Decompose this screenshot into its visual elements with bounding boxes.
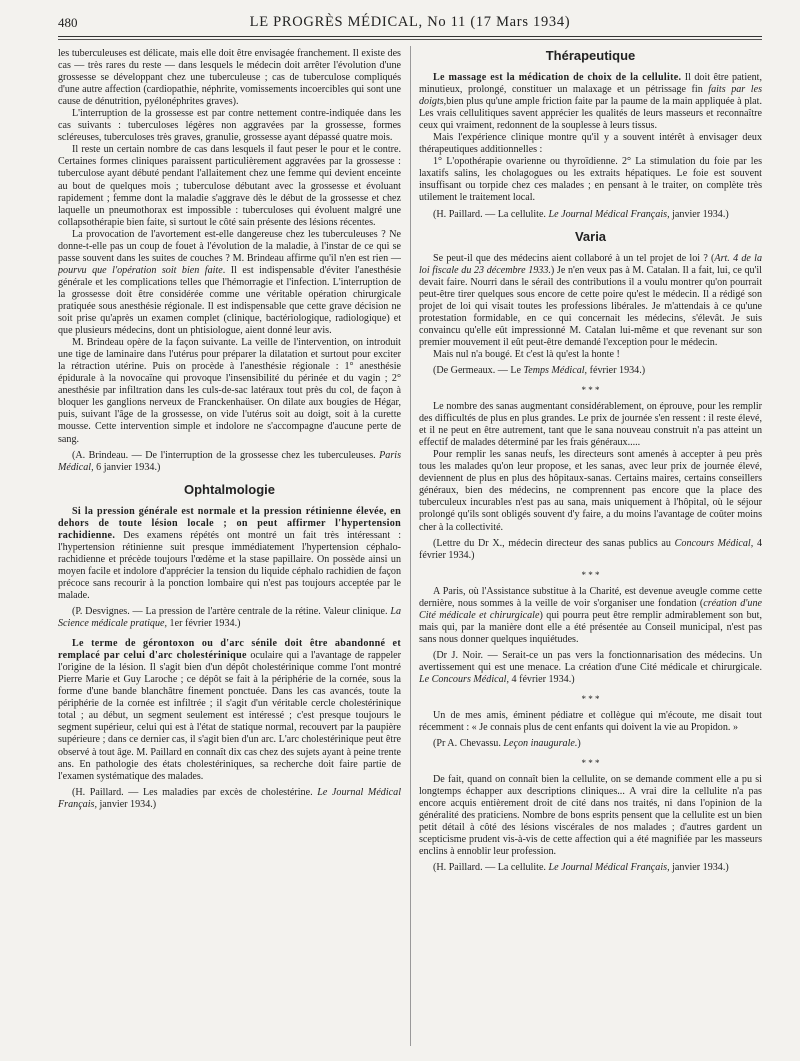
paragraph: Le terme de gérontoxon ou d'arc sénile doit être abandonné et remplacé par celui d'arc cholestérinique oculaire qui a l'avantage de rappeler l'origine de la lésion. Il s'agit bien d'un dépôt cholestérinique comme l'ont montré Pierre Marie et Guy Laroche ; ce dépôt se fait à la périphérie de la cornée, sous la forme d'une bande blanchâtre finement ponctuée. Dans les cas avancés, toute la périphérie de la cornée est infiltrée ; il s'agit d'un véritable cercle cholestérinique total ; au début, un segment seulement est intéressé ; c'est presque toujours le segment supérieur, celui qui est à l'état de statique normal, recouvert par la paupière supérieure ; dans ce dernier cas, il s'agit bien d'un arc. L'arc cholestérinique peut être observé à tout âge. M. Paillard en connaît dix cas chez des sujets ayant à peine trente ans. En pathologie des états cholestériniques, sa recherche doit faire partie de l'examen systématique des malades. [58, 638, 401, 782]
citation: (H. Paillard. — La cellulite. Le Journal Médical Français, janvier 1934.) [433, 208, 729, 220]
paragraph: Se peut-il que des médecins aient collaboré à un tel projet de loi ? (Art. 4 de la loi fiscale du 23 décembre 1933.) Je n'en veux pas à M. Catalan. Il a fait, lui, ce qu'il devait faire. Nourri dans le sérail des contributions il a voulu montrer qu'on pourrait peut-être tirer quelques sous encore de cette poire qu'est le médecin. Il a rédigé son projet de loi qui visait toutes les professions libérales. Je m'attendais à ce qu'une protestation formidable, en ce qui concernait les médecins, s'élevât. Je suis convaincu qu'elle eût impressionné M. Catalan lui-même et que revenant sur son premier mouvement il eût peut-être demandé l'exception pour le médecin. [419, 252, 762, 348]
paragraph: Si la pression générale est normale et la pression rétinienne élevée, en dehors de toute lésion locale ; on peut affirmer l'hypertension rachidienne. Des examens répétés ont montré un fait très intéressant : l'hypertension rétinienne suit presque immédiatement l'hypertension céphalo-rachidienne et précède toujours l'œdème et la stase papillaire. On possède ainsi un moyen facile et indolore d'apprécier la tension du liquide céphalo rachidien de façon précoce sans recourir à la ponction lombaire qui n'est pas toujours acceptée par le malade. [58, 505, 401, 601]
paragraph: L'interruption de la grossesse est par contre nettement contre-indiquée dans les cas suivants : tuberculoses légères non aggravées par la grossesse, formes scléreuses, tuberculoses très graves, granulie, grossesse ayant dépassé quatre mois. [58, 108, 401, 144]
citation: (H. Paillard. — La cellulite. Le Journal Médical Français, janvier 1934.) [433, 862, 729, 874]
paragraph: Mais nul n'a bougé. Et c'est là qu'est la honte ! [433, 348, 620, 360]
paragraph: A Paris, où l'Assistance substitue à la Charité, est devenue aveugle comme cette dernière, nous sommes à la veille de voir s'organiser une fondation (création d'une Cité médicale et chirurgicale) qui pourra peut être remplir admirablement son but, mais qui, par la manière dont elle a été présentée au Conseil municipal, n'est pas sans nous donner quelques inquiétudes. [419, 585, 762, 645]
header-rule-thin [58, 39, 762, 40]
left-column [58, 48, 401, 1048]
section-heading-ophtalmologie: Ophtalmologie [184, 481, 275, 497]
section-separator: * * * [581, 694, 600, 705]
running-header [58, 14, 762, 38]
paragraph: 1° L'opothérapie ovarienne ou thyroïdienne. 2° La stimulation du foie par les laxatifs salins, les cholagogues ou les extraits hépatiques. Le foie est souvent insuffisant ou torpide chez ces malades ; en pensant à le traiter, on complète très utilement le traitement local. [419, 156, 762, 204]
journal-title: LE PROGRÈS MÉDICAL, No 11 (17 Mars 1934) [249, 14, 571, 30]
paragraph: Pour remplir les sanas neufs, les directeurs sont amenés à accepter à peu près tous les malades qu'on leur propose, et les sanas, avec leur prix de journée élevé, deviennent de plus en plus des hôpitaux-sanas. Certains maires, certains conseillers généraux, bien des médecins, ne comprennent pas encore que la place des tuberculeux incurables n'est pas au sana, mais uniquement à l'hôpital, où le séjour prolongé qu'ils sont obligés souvent d'y faire, a du moins l'avantage de coûter moins cher à la collectivité. [419, 449, 762, 533]
citation: (De Germeaux. — Le Temps Médical, février 1934.) [433, 364, 646, 376]
paragraph: Un de mes amis, éminent pédiatre et collègue qui m'écoute, me disait tout récemment : « Je connais plus de cent enfants qui doivent la vie au Propidon. » [419, 710, 762, 734]
paragraph: Le massage est la médication de choix de la cellulite. Il doit être patient, minutieux, prolongé, constituer un malaxage et un pétrissage fin faits par les doigts,bien plus qu'une ample friction faite par la paume de la main appliquée à plat. Les vrais cellulitiques savent apprécier les qualités de leurs masseurs et reconnaître ceux qui vraiment, redonnent de la souplesse à leurs tissus. [419, 72, 762, 132]
header-rule [58, 36, 762, 37]
section-separator: * * * [581, 385, 600, 396]
paragraph: les tuberculeuses est délicate, mais elle doit être envisagée franchement. Il existe des cas — très rares du reste — dans lesquels le médecin doit arrêter l'évolution d'une grossesse se développant chez une tuberculeuse ; cas de tuberculose compliqués d'une autre affection (cardiopathie, néphrite, vomissements incoercibles qui sont une cause de dénutrition, pyélonéphrites graves). [58, 48, 401, 108]
section-separator: * * * [581, 758, 600, 769]
paragraph: Il reste un certain nombre de cas dans lesquels il faut peser le pour et le contre. Certaines formes cliniques paraissent particulièrement aggravées par la grossesse : tuberculose ayant débuté pendant l'allaitement chez une femme qui devient enceinte au bout de quelques mois ; tuberculose débutant avec la grossesse et évoluant rapidement ; femme dont la maladie s'aggrave dès le début de la grossesse et chez laquelle un pneumothorax est impossible : tuberculoses qui évoluent malgré une collapsothérapie bien faite, si surtout le côté sain présente des lésions récentes. [58, 144, 401, 228]
paragraph: M. Brindeau opère de la façon suivante. La veille de l'intervention, on introduit une tige de laminaire dans l'utérus pour préparer la dilatation et surtout pour exciter la rétraction utérine. Puis on procède à l'anesthésie régionale : 1° anesthésie épidurale à la novocaïne qui provoque l'insensibilité du périnée et du vagin ; 2° anesthésie par infiltration dans les culs-de-sac latéraux tout près du col, de façon à bloquer les ganglions nerveux de Franckenhaüser. On dilate aux bougies de Hégar, puis, suivant l'âge de la grossesse, on vide l'utérus soit au doigt, soit à la curette mousse. Cette intervention simple et indolore ne s'accompagne d'aucune perte de sang. [58, 337, 401, 445]
citation: (Pr A. Chevassu. Leçon inaugurale.) [433, 738, 581, 750]
paragraph: De fait, quand on connaît bien la cellulite, on se demande comment elle a pu si longtemps échapper aux descriptions cliniques... A vrai dire la cellulite n'a pas encore acquis entièrement droit de cité dans nos traités, ni dans l'opinion de la généralité des praticiens. Nombre de bons esprits pensent que la cellulite est un bien petit détail à côté des lésions viscérales de nos malades ; d'autres gardent un scepticisme prudent vis-à-vis de cette affection qui a été magnifiée par les masseurs enclins à ennoblir leur profession. [419, 774, 762, 858]
section-heading-therapeutique: Thérapeutique [545, 48, 636, 63]
column-divider [410, 46, 411, 1046]
page-number: 480 [58, 15, 78, 30]
citation: (H. Paillard. — Les maladies par excès de cholestérine. Le Journal Médical Français, janvier 1934.) [58, 786, 401, 810]
section-heading-varia: Varia [574, 228, 607, 244]
paragraph: Le nombre des sanas augmentant considérablement, on éprouve, pour les remplir des difficultés de plus en plus grandes. Le prix de journée s'en ressent : il reste élevé, et il ne peut en être autrement, tant que le sana nouveau construit n'a pas atteint un effectif de malades déterminé par les frais généraux..... [419, 401, 762, 449]
paragraph: La provocation de l'avortement est-elle dangereuse chez les tuberculeuses ? Ne donne-t-elle pas un coup de fouet à l'évolution de la maladie, à l'instar de ce qui se passe souvent dans les suites de couches ? M. Brindeau affirme qu'il n'en est rien — pourvu que l'opération soit bien faite. Il est indispensable d'éviter l'anesthésie générale et les complications telles que l'hémorragie et l'infection. L'interruption de la grossesse doit être considérée comme une véritable opération chirurgicale pratiquée sous anesthésie régionale. Il est indispensable que cette grave décision ne soit prise qu'après un examen complet (clinique, bactériologique, radiologique) et que plusieurs médecins, dont un phtisiologue, aient donné leur avis. [58, 228, 401, 337]
right-column [419, 48, 762, 1048]
citation: (A. Brindeau. — De l'interruption de la grossesse chez les tuberculeuses. Paris Médical, 6 janvier 1934.) [58, 449, 401, 473]
citation: (P. Desvignes. — La pression de l'artère centrale de la rétine. Valeur clinique. La Science médicale pratique, 1er février 1934.) [58, 606, 401, 630]
citation: (Lettre du Dr X., médecin directeur des sanas publics au Concours Médical, 4 février 1934.) [419, 537, 762, 561]
section-separator: * * * [581, 569, 600, 580]
citation: (Dr J. Noir. — Serait-ce un pas vers la fonctionnarisation des médecins. Un avertissement qui est une menace. La création d'une Cité médicale et chirurgicale. Le Concours Médical, 4 février 1934.) [419, 649, 762, 685]
paragraph: Mais l'expérience clinique montre qu'il y a souvent intérêt à envisager deux thérapeutiques additionnelles : [419, 132, 762, 156]
